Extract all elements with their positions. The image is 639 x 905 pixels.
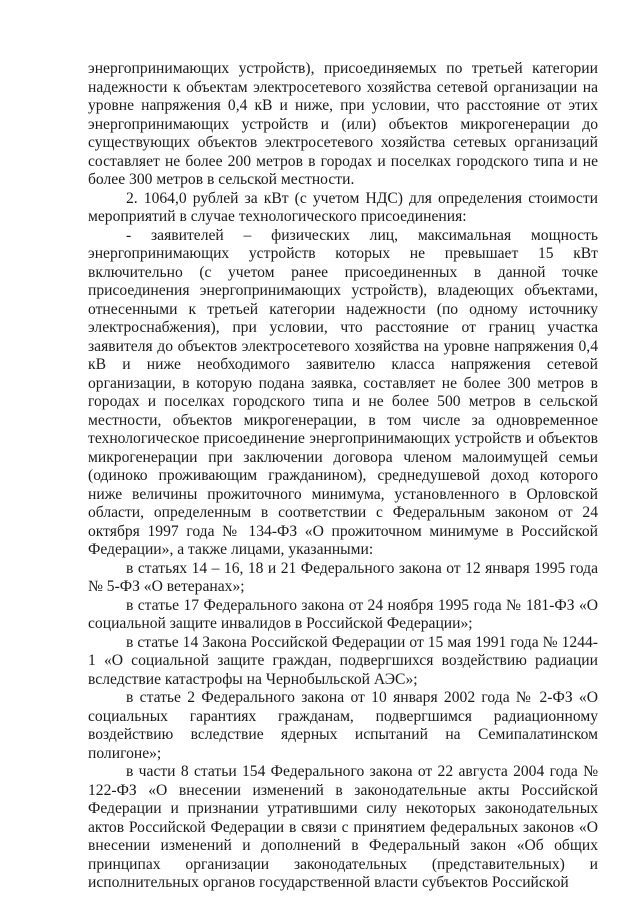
paragraph-applicants: - заявителей – физических лиц, максимальная мощность энергопринимающих устройств которых не превышает 15 кВт включительно (с учетом ранее присоединенных в данной точке присоединения энергопринимающих устройств), владеющих объектами, отнесенными к третьей категории надежности (по одному источнику электроснабжения), при условии, что расстояние от границ участка заявителя до объектов электросетевого хозяйства на уровне напряжения 0,4 кВ и ниже необходимого заявителю класса напряжения сетевой организации, в которую подана заявка, составляет не более 300 метров в городах и поселках городского типа и не более 500 метров в сельской местности, объектов микрогенерации, в том числе за одновременное технологическое присоединение энергопринимающих устройств и объектов микрогенерации при заключении договора членом малоимущей семьи (одиноко проживающим гражданином), среднедушевой доход которого ниже величины прожиточного минимума, установленного в Орловской области, определенным в соответствии с Федеральным законом от 24 октября 1997 года № 134-ФЗ «О прожиточном минимуме в Российской Федерации», а также лицами, указанными: xyxy=(88,226,598,558)
paragraph-chernobyl-law: в статье 14 Закона Российской Федерации от 15 мая 1991 года № 1244-1 «О социальной защите граждан, подвергшихся воздействию радиации вследствие катастрофы на Чернобыльской АЭС»; xyxy=(88,633,598,688)
paragraph-disabled-law: в статье 17 Федерального закона от 24 ноября 1995 года № 181-ФЗ «О социальной защите инвалидов в Российской Федерации»; xyxy=(88,596,598,632)
paragraph-veterans-law: в статьях 14 – 16, 18 и 21 Федерального закона от 12 января 1995 года № 5-ФЗ «О ветеранах»; xyxy=(88,559,598,595)
paragraph-law-122: в части 8 статьи 154 Федерального закона от 22 августа 2004 года № 122-ФЗ «О внесении изменений в законодательные акты Российской Федерации и признании утратившими силу некоторых законодательных актов Российской Федерации в связи с принятием федеральных законов «О внесении изменений и дополнений в Федеральный закон «Об общих принципах организации законодательных (представительных) и исполнительных органов государственной власти субъектов Российской xyxy=(88,763,598,891)
document-page xyxy=(88,60,598,893)
paragraph-item-2: 2. 1064,0 рублей за кВт (с учетом НДС) для определения стоимости мероприятий в случае технологического присоединения: xyxy=(88,189,598,225)
paragraph-semipalatinsk-law: в статье 2 Федерального закона от 10 января 2002 года № 2-ФЗ «О социальных гарантиях гражданам, подвергшимся радиационному воздействию вследствие ядерных испытаний на Семипалатинском полигоне»; xyxy=(88,689,598,762)
paragraph-continuation: энергопринимающих устройств), присоединяемых по третьей категории надежности к объектам электросетевого хозяйства сетевой организации на уровне напряжения 0,4 кВ и ниже, при условии, что расстояние от этих энергопринимающих устройств и (или) объектов микрогенерации до существующих объектов электросетевого хозяйства сетевых организаций составляет не более 200 метров в городах и поселках городского типа и не более 300 метров в сельской местности. xyxy=(88,60,598,188)
